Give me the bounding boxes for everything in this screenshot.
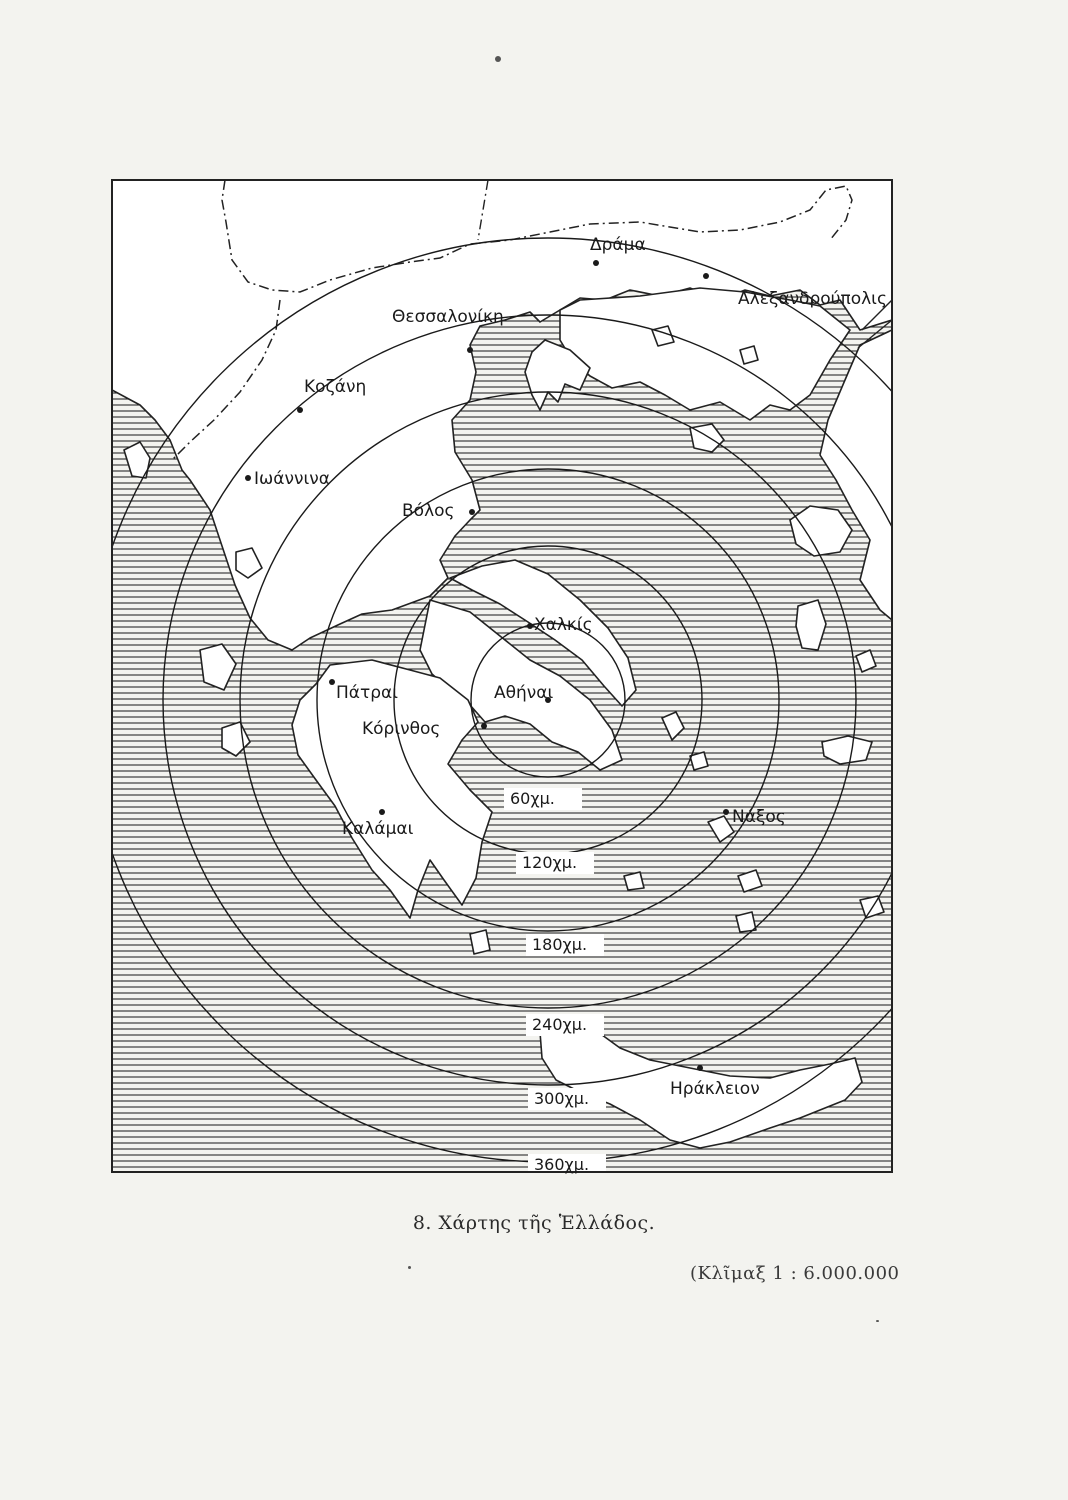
city-dot-heraklion: [697, 1065, 703, 1071]
scale-note: (Κλῖμαξ 1 : 6.000.000: [690, 1263, 900, 1284]
cycladic-island-4: [624, 872, 644, 890]
city-dot-thessaloniki: [467, 347, 473, 353]
city-dot-alexandroupolis: [703, 273, 709, 279]
ink-speck: [876, 1320, 879, 1322]
city-label-athens: Αθήναι: [494, 683, 554, 703]
city-dot-drama: [593, 260, 599, 266]
ring-label-180: 180χμ.: [532, 935, 588, 954]
city-label-alexandroupolis: Αλεξανδρούπολις: [738, 289, 887, 309]
city-label-heraklion: Ηράκλειον: [670, 1079, 760, 1099]
cycladic-island-7: [470, 930, 490, 954]
ring-label-120: 120χμ.: [522, 853, 578, 872]
city-dot-kozani: [297, 407, 303, 413]
city-label-drama: Δράμα: [590, 235, 646, 255]
city-dot-chalkis: [527, 623, 533, 629]
city-dot-corinth: [481, 723, 487, 729]
city-label-ioannina: Ιωάννινα: [254, 469, 330, 489]
figure-caption: 8. Χάρτης τῆς Ἑλλάδος.: [412, 1212, 656, 1234]
city-dot-volos: [469, 509, 475, 515]
city-label-thessaloniki: Θεσσαλονίκη: [392, 307, 504, 327]
ring-label-360: 360χμ.: [534, 1155, 590, 1174]
ink-speck: [408, 1266, 411, 1269]
city-label-volos: Βόλος: [402, 501, 455, 521]
ring-label-240: 240χμ.: [532, 1015, 588, 1034]
small-island-north: [740, 346, 758, 364]
city-label-naxos: Νάξος: [732, 807, 786, 827]
city-label-kozani: Κοζάνη: [304, 377, 367, 397]
city-dot-naxos: [723, 809, 729, 815]
city-dot-ioannina: [245, 475, 251, 481]
ring-label-300: 300χμ.: [534, 1089, 590, 1108]
city-label-corinth: Κόρινθος: [362, 719, 441, 739]
city-dot-kalamai: [379, 809, 385, 815]
city-label-patras: Πάτραι: [336, 683, 398, 703]
ring-label-60: 60χμ.: [510, 789, 555, 808]
city-label-chalkis: Χαλκίς: [534, 615, 593, 635]
city-label-kalamai: Καλάμαι: [342, 819, 414, 839]
city-dot-patras: [329, 679, 335, 685]
